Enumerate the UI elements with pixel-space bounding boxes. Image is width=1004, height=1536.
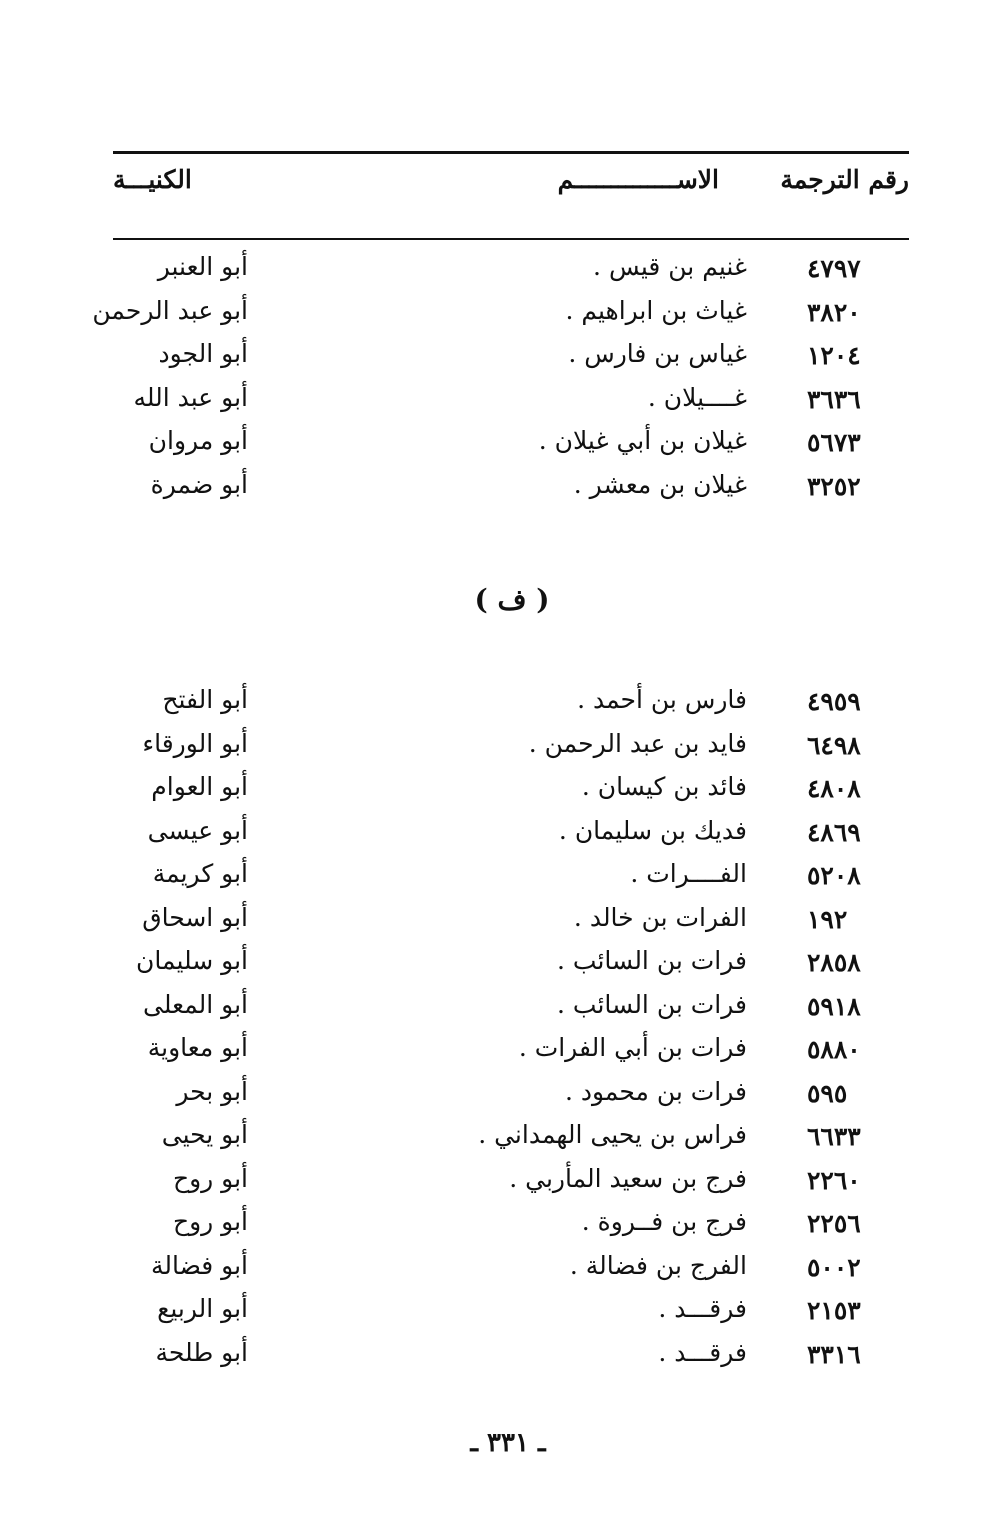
- entry-number: ٥٩٥: [807, 1078, 848, 1108]
- entry-kunya: أبو اسحاق: [142, 902, 248, 932]
- top-rule: [113, 151, 909, 154]
- table-row: [113, 1292, 909, 1336]
- entry-name: فراس بن يحيى الهمداني .: [478, 1120, 747, 1149]
- section-ghayn-list: [92, 250, 909, 511]
- entry-number: ٥٨٨٠: [807, 1035, 861, 1064]
- table-row: [113, 988, 909, 1032]
- table-row: [113, 944, 909, 988]
- entry-name: فرات بن أبي الفرات .: [518, 1033, 747, 1062]
- table-row: [113, 1118, 909, 1162]
- entry-kunya: أبو فضالة: [150, 1250, 248, 1280]
- table-row: [92, 294, 909, 338]
- table-row: [113, 857, 909, 901]
- entry-kunya: أبو سليمان: [136, 946, 248, 975]
- table-row: [113, 1162, 909, 1206]
- entry-number: ١٢٠٤: [807, 341, 861, 370]
- table-row: [113, 424, 909, 468]
- header-name-label: الاســــــــــــــم: [557, 165, 719, 194]
- entry-number: ٤٨٠٨: [807, 774, 861, 803]
- entry-number: ٥٠٠٢: [807, 1252, 861, 1282]
- entry-name: غيلان بن أبي غيلان .: [538, 426, 747, 455]
- entry-kunya: أبو طلحة: [155, 1337, 248, 1367]
- entry-number: ٤٩٥٩: [807, 687, 861, 716]
- entry-number: ٢١٥٣: [807, 1296, 861, 1325]
- entry-number: ٤٨٦٩: [807, 817, 861, 847]
- entry-kunya: أبو الفتح: [162, 685, 248, 714]
- entry-name: فرج بن سعيد المأربي .: [509, 1163, 747, 1193]
- entry-name: الفــــرات .: [630, 859, 747, 888]
- entry-name: فائد بن كيسان .: [581, 772, 747, 801]
- entry-kunya: أبو كريمة: [152, 859, 248, 888]
- entry-name: الفرج بن فضالة .: [569, 1250, 747, 1280]
- entry-kunya: أبو بحر: [176, 1076, 248, 1106]
- table-row: [113, 901, 909, 945]
- entry-number: ٦٦٣٣: [807, 1122, 861, 1151]
- entry-name: فارس بن أحمد .: [577, 685, 747, 714]
- entry-name: غيلان بن معشر .: [573, 469, 747, 499]
- entry-kunya: أبو روح: [172, 1163, 248, 1193]
- entry-number: ٢٢٥٦: [807, 1209, 861, 1238]
- table-row: [113, 1031, 909, 1075]
- table-row: [113, 250, 909, 294]
- entry-number: ٤٧٩٧: [807, 254, 861, 283]
- header-kunya-label: الكنيـــة: [113, 165, 192, 194]
- table-row: [113, 381, 909, 425]
- entry-number: ١٩٢: [807, 904, 848, 934]
- table-row: [113, 337, 909, 381]
- entry-number: ٣٨٢٠: [807, 297, 861, 327]
- entry-name: فرج بن فــروة .: [581, 1207, 747, 1236]
- header-rule: [113, 238, 909, 240]
- entry-kunya: أبو مروان: [148, 426, 248, 455]
- entry-kunya: أبو العنبر: [157, 252, 248, 281]
- entry-kunya: أبو المعلى: [143, 989, 248, 1019]
- entry-number: ٥٦٧٣: [807, 428, 861, 457]
- entry-number: ٦٤٩٨: [807, 730, 861, 760]
- entry-kunya: أبو العوام: [151, 772, 248, 801]
- entry-number: ٣٣١٦: [807, 1339, 861, 1369]
- entry-number: ٣٢٥٢: [807, 471, 861, 501]
- page-number: ـ ٣٣١ ـ: [470, 1428, 546, 1458]
- entry-kunya: أبو ضمرة: [150, 469, 248, 499]
- table-row: [113, 1249, 909, 1293]
- entry-name: غنيم بن قيس .: [593, 252, 747, 281]
- entry-kunya: أبو عيسى: [147, 815, 248, 845]
- entry-kunya: أبو الورقاء: [142, 728, 248, 758]
- entry-name: فرات بن السائب .: [557, 989, 747, 1019]
- table-row: [113, 468, 909, 512]
- table-row: [113, 727, 909, 771]
- entry-name: غياس بن فارس .: [568, 339, 747, 368]
- table-row: [113, 770, 909, 814]
- entry-name: فايد بن عبد الرحمن .: [528, 728, 747, 758]
- section-fa-list: [113, 683, 909, 1379]
- table-header: [113, 165, 909, 215]
- entry-name: غــــيلان .: [647, 382, 747, 412]
- entry-name: غياث بن ابراهيم .: [565, 295, 747, 325]
- section-heading-fa: ( ف ): [474, 583, 550, 616]
- table-row: [113, 814, 909, 858]
- entry-kunya: أبو يحيى: [161, 1120, 248, 1149]
- entry-kunya: أبو عبد الله: [133, 382, 248, 412]
- entry-kunya: أبو عبد الرحمن: [92, 295, 248, 325]
- entry-name: فرقـــد .: [658, 1337, 747, 1367]
- entry-name: الفرات بن خالد .: [573, 902, 747, 932]
- entry-kunya: أبو روح: [172, 1207, 248, 1236]
- entry-name: فرات بن محمود .: [564, 1076, 747, 1106]
- table-row: [113, 1205, 909, 1249]
- entry-number: ٢٨٥٨: [807, 948, 861, 977]
- entry-kunya: أبو معاوية: [147, 1033, 248, 1062]
- entry-number: ٥٩١٨: [807, 991, 861, 1021]
- entry-kunya: أبو الربيع: [157, 1294, 248, 1323]
- entry-name: فديك بن سليمان .: [558, 815, 747, 845]
- entry-name: فرقـــد .: [658, 1294, 747, 1323]
- table-row: [113, 1075, 909, 1119]
- entry-kunya: أبو الجود: [158, 339, 248, 368]
- entry-number: ٣٦٣٦: [807, 384, 861, 414]
- entry-number: ٢٢٦٠: [807, 1165, 861, 1195]
- table-row: [113, 1336, 909, 1380]
- entry-number: ٥٢٠٨: [807, 861, 861, 890]
- table-row: [113, 683, 909, 727]
- header-number-label: رقم الترجمة: [780, 165, 909, 194]
- entry-name: فرات بن السائب .: [557, 946, 747, 975]
